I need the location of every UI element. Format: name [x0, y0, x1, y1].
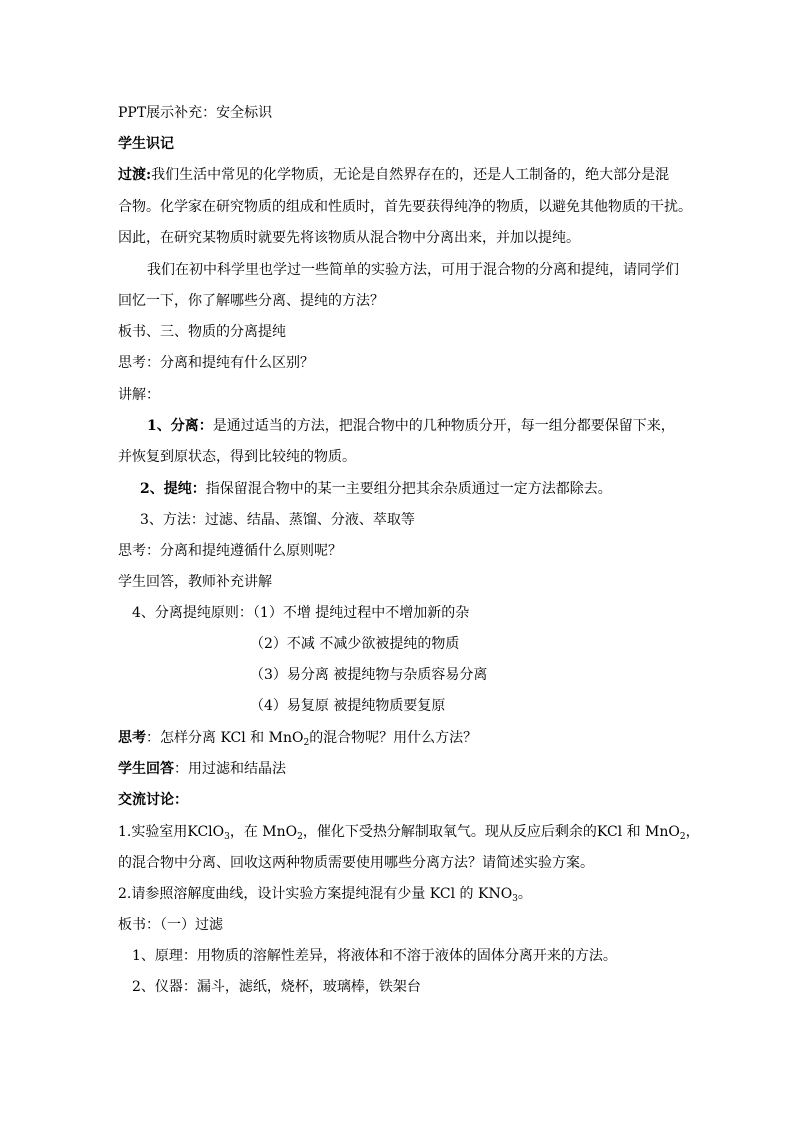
filtration-principle: 1、原理：用物质的溶解性差异，将液体和不溶于液体的固体分离开来的方法。	[132, 948, 617, 964]
heading-student-memorize: 学生识记	[118, 136, 174, 152]
student-answer-note: 学生回答，教师补充讲解	[118, 574, 272, 590]
student-answer-label: 学生回答	[118, 761, 174, 777]
subscript: 2	[303, 738, 310, 748]
review-paragraph-line-2: 回忆一下，你了解哪些分离、提纯的方法？	[118, 293, 384, 309]
principle-3: （3）易分离 被提纯物与杂质容易分离	[250, 667, 488, 683]
transition-paragraph-line-2: 合物。化学家在研究物质的组成和性质时，首先要获得纯净的物质，以避免其他物质的干扰。	[118, 199, 692, 215]
think-label: 思考	[118, 730, 146, 746]
think-question-2: 思考：分离和提纯遵循什么原则呢？	[118, 543, 342, 559]
subscript: 2	[297, 832, 303, 842]
heading-discussion: 交流讨论：	[118, 792, 188, 808]
think-question-1: 思考：分离和提纯有什么区别？	[118, 355, 314, 371]
definition-separation-line-1	[147, 416, 675, 436]
principle-4: （4）易复原 被提纯物质要复原	[250, 698, 446, 714]
definition-separation-line-2: 并恢复到原状态，得到比较纯的物质。	[118, 449, 356, 465]
d2-text-a: 2.请参照溶解度曲线，设计实验方案提纯混有少量 KCl 的 KNO	[118, 886, 513, 902]
discussion-item-1-line-1	[118, 822, 700, 847]
think-text-a: ：怎样分离 KCl 和 MnO	[146, 730, 304, 746]
methods-list: 3、方法：过滤、结晶、蒸馏、分液、萃取等	[140, 512, 415, 528]
board-note-section-3: 板书、三、物质的分离提纯	[118, 324, 286, 340]
d1-text-d: ，	[685, 824, 700, 840]
student-answer-text: ：用过滤和结晶法	[174, 761, 286, 777]
student-answer	[118, 759, 286, 779]
separation-label: 1、分离：	[147, 418, 213, 434]
explain-label: 讲解：	[118, 387, 160, 403]
transition-paragraph-line-3: 因此，在研究某物质时就要先将该物质从混合物中分离出来，并加以提纯。	[118, 230, 580, 246]
d1-text-a: 1.实验室用KClO	[118, 824, 225, 840]
filtration-apparatus: 2、仪器：漏斗，滤纸，烧杯，玻璃棒，铁架台	[132, 979, 421, 995]
subscript: 2	[679, 832, 686, 842]
d1-text-c: ，催化下受热分解制取氧气。现从反应后剩余的KCl 和 MnO	[302, 824, 680, 840]
discussion-item-1-line-2: 的混合物中分离、回收这两种物质需要使用哪些分离方法？请简述实验方案。	[118, 855, 594, 871]
review-paragraph-line-1: 我们在初中科学里也学过一些简单的实验方法，可用于混合物的分离和提纯，请同学们	[147, 262, 679, 278]
d1-text-b: ，在 MnO	[229, 824, 298, 840]
purification-label: 2、提纯：	[140, 481, 206, 497]
separation-text: 是通过适当的方法，把混合物中的几种物质分开，每一组分都要保留下来，	[212, 418, 675, 434]
definition-purification	[140, 479, 612, 499]
principle-2: （2）不减 不减少欲被提纯的物质	[250, 636, 460, 652]
subscript: 3	[224, 832, 230, 842]
d2-text-b: 。	[517, 886, 532, 902]
transition-text: 我们生活中常见的化学物质，无论是自然界存在的，还是人工制备的，绝大部分是混	[151, 167, 670, 183]
purification-text: 指保留混合物中的某一主要组分把其余杂质通过一定方法都除去。	[205, 481, 612, 497]
ppt-note: PPT展示补充：安全标识	[118, 105, 273, 121]
board-note-filtration: 板书：（一）过滤	[118, 917, 223, 933]
subscript: 3	[512, 894, 518, 904]
discussion-item-2	[118, 884, 532, 909]
transition-paragraph-line-1	[118, 165, 669, 185]
think-text-b: 的混合物呢？用什么方法？	[309, 730, 478, 746]
transition-label: 过渡:	[118, 167, 152, 183]
think-question-3	[118, 728, 477, 753]
principle-1: 4、分离提纯原则：（1）不增 提纯过程中不增加新的杂	[132, 605, 470, 621]
